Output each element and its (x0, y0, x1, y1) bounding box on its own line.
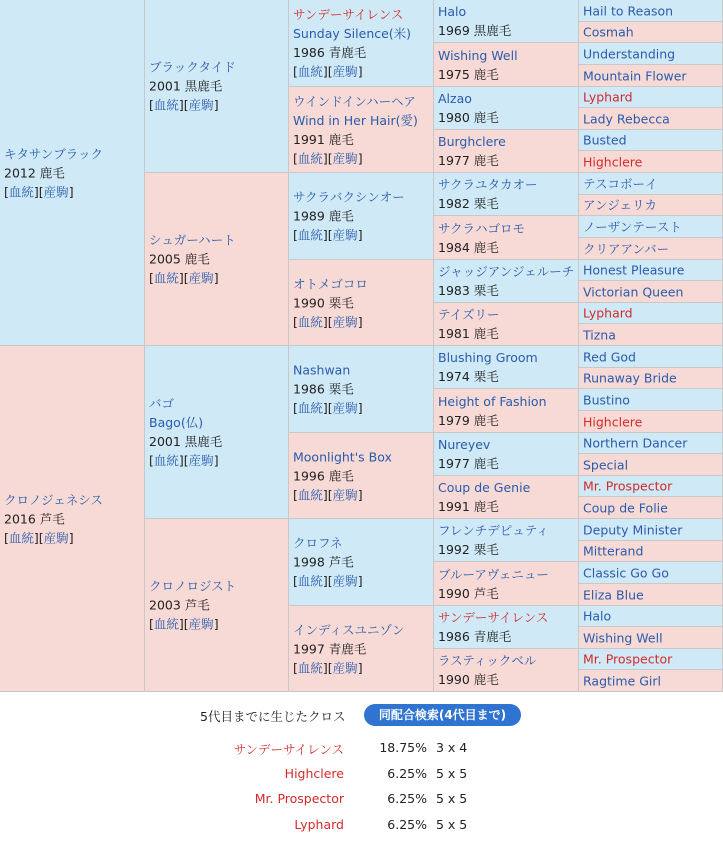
horse-name-link[interactable]: Highclere (583, 154, 643, 169)
horse-name-link[interactable]: クリアアンバー (583, 241, 670, 256)
birth-year-coat: 1989 鹿毛 (293, 208, 354, 224)
horse-name-link[interactable]: Alzao (438, 91, 472, 106)
produce-link[interactable]: 産駒 (332, 150, 358, 166)
birth-year-coat: 2001 黒鹿毛 (149, 78, 223, 94)
horse-name-link[interactable]: Halo (438, 4, 467, 19)
horse-name-link[interactable]: Highclere (583, 414, 643, 429)
horse-name-link[interactable]: テイズリー (438, 307, 500, 322)
horse-name-link[interactable]: Understanding (583, 46, 676, 61)
lineage-link[interactable]: 血統 (297, 64, 323, 79)
produce-link[interactable]: 産駒 (43, 184, 69, 199)
birth-year-coat: 1991 鹿毛 (438, 499, 499, 514)
horse-name-link[interactable]: ラスティックベル (438, 653, 537, 668)
pedigree-cell-gen5 (579, 562, 723, 584)
horse-name-link[interactable]: Mountain Flower (583, 68, 687, 83)
horse-name-link[interactable]: Coup de Genie (438, 480, 531, 495)
lineage-link[interactable]: 血統 (153, 97, 179, 113)
pedigree-cell-gen3 (289, 260, 434, 346)
pedigree-cell-gen4 (434, 0, 579, 43)
pedigree-cell-gen3 (289, 173, 434, 260)
birth-year-coat: 1979 鹿毛 (438, 412, 499, 428)
birth-year-coat: 1974 栗毛 (438, 369, 499, 384)
pedigree-cell-gen5 (579, 454, 723, 476)
pedigree-cell-gen5 (579, 433, 723, 454)
birth-year-coat: 1991 鹿毛 (293, 131, 354, 147)
produce-link[interactable]: 産駒 (332, 573, 358, 589)
horse-name-link[interactable]: ジャッジアンジェルーチ (438, 264, 575, 279)
birth-year-coat: 2001 黒鹿毛 (149, 434, 223, 449)
birth-year-coat: 1982 栗毛 (438, 196, 499, 211)
horse-name-link[interactable]: Victorian Queen (583, 284, 684, 299)
pedigree-cell-gen4 (434, 346, 579, 389)
produce-link[interactable]: 産駒 (332, 487, 358, 502)
birth-year-coat: 1990 栗毛 (293, 295, 354, 310)
lineage-link[interactable]: 血統 (153, 453, 179, 468)
lineage-link[interactable]: 血統 (297, 150, 323, 166)
horse-name-link[interactable]: Coup de Folie (583, 500, 668, 515)
pedigree-cell-gen5 (579, 216, 723, 238)
birth-year-coat: 1990 芦毛 (438, 585, 499, 601)
lineage-link[interactable]: 血統 (297, 573, 323, 589)
horse-name-link[interactable]: Mr. Prospector (583, 478, 673, 494)
horse-name-link[interactable]: Halo (583, 608, 612, 624)
pedigree-cell-gen5 (579, 173, 723, 195)
pedigree-cell-gen5 (579, 281, 723, 303)
pedigree-cell-gen4 (434, 216, 579, 260)
birth-year-coat: 1992 栗毛 (438, 542, 499, 557)
horse-name-link[interactable]: サクラバクシンオー (293, 189, 405, 205)
horse-name-link[interactable]: Classic Go Go (583, 565, 669, 580)
birth-year-coat: 1977 鹿毛 (438, 456, 499, 471)
produce-link[interactable]: 産駒 (188, 270, 214, 286)
cross-horse-link[interactable]: Lyphard (294, 817, 344, 832)
horse-name-link[interactable]: Red God (583, 349, 636, 364)
birth-year-coat: 1986 青鹿毛 (293, 45, 367, 60)
pedigree-cell-gen5 (579, 324, 723, 346)
produce-link[interactable]: 産駒 (332, 400, 358, 416)
horse-name-link[interactable]: Tizna (583, 327, 616, 342)
horse-name-link[interactable]: Ragtime Girl (583, 673, 661, 688)
horse-name-link[interactable]: インディスユニゾン (293, 622, 405, 637)
horse-name-link[interactable]: Wishing Well (583, 630, 663, 645)
lineage-link[interactable]: 血統 (153, 270, 179, 286)
pedigree-cell-gen2 (145, 173, 289, 346)
horse-name-original: Bago(仏) (149, 415, 204, 430)
pedigree-cell-gen5 (579, 260, 723, 281)
pedigree-cell-gen5 (579, 541, 723, 562)
horse-name-link[interactable]: Nureyev (438, 437, 491, 452)
lineage-link[interactable]: 血統 (153, 616, 179, 632)
pedigree-cell-gen5 (579, 670, 723, 692)
horse-name-link[interactable]: Height of Fashion (438, 393, 547, 409)
horse-name-link[interactable]: テスコボーイ (583, 176, 658, 191)
pedigree-cell-gen5 (579, 238, 723, 260)
pedigree-cell-gen5 (579, 649, 723, 670)
birth-year-coat: 1997 青鹿毛 (293, 641, 367, 656)
pedigree-cell-gen5 (579, 87, 723, 108)
pedigree-cell-gen1 (0, 0, 145, 346)
lineage-link[interactable]: 血統 (297, 487, 323, 502)
pedigree-cell-gen5 (579, 368, 723, 389)
produce-link[interactable]: 産駒 (332, 660, 358, 675)
birth-year-coat: 1986 栗毛 (293, 381, 354, 397)
birth-year-coat: 1983 栗毛 (438, 283, 499, 298)
birth-year-coat: 1975 鹿毛 (438, 66, 499, 82)
pedigree-cell-gen4 (434, 649, 579, 692)
pedigree-cell-gen4 (434, 476, 579, 519)
horse-links: [血統][産駒] (149, 97, 219, 113)
horse-name-link[interactable]: Mitterand (583, 543, 644, 559)
pedigree-cell-gen4 (434, 389, 579, 433)
lineage-link[interactable]: 血統 (297, 227, 323, 243)
horse-links: [血統][産駒] (4, 530, 74, 545)
pedigree-cell-gen5 (579, 43, 723, 65)
produce-link[interactable]: 産駒 (188, 453, 214, 468)
birth-year-coat: 1984 鹿毛 (438, 239, 499, 255)
horse-name-link[interactable]: ブルーアヴェニュー (438, 566, 549, 582)
crosses-title: 5代目までに生じたクロス (200, 709, 346, 724)
cross-generations: 5 x 5 (436, 791, 468, 806)
birth-year-coat: 1996 鹿毛 (293, 468, 354, 483)
cross-percent: 6.25% (387, 766, 427, 781)
produce-link[interactable]: 産駒 (43, 530, 69, 545)
inbreeding-crosses-section (0, 692, 723, 847)
horse-name-link[interactable]: ノーザンテースト (583, 219, 682, 234)
birth-year-coat: 2012 鹿毛 (4, 165, 65, 180)
horse-name-link[interactable]: Runaway Bride (583, 370, 677, 386)
pedigree-cell-gen5 (579, 411, 723, 433)
pedigree-cell-gen4 (434, 562, 579, 606)
horse-links: [血統][産駒] (293, 487, 363, 502)
birth-year-coat: 1969 黒鹿毛 (438, 23, 512, 38)
horse-links: [血統][産駒] (149, 453, 219, 468)
horse-name-link[interactable]: フレンチデピュティ (438, 523, 549, 538)
pedigree-cell-gen4 (434, 260, 579, 303)
produce-link[interactable]: 産駒 (332, 314, 358, 329)
horse-name-link[interactable]: Blushing Groom (438, 350, 538, 365)
pedigree-cell-gen5 (579, 497, 723, 519)
birth-year-coat: 1981 鹿毛 (438, 326, 499, 341)
same-mating-search-button[interactable]: 同配合検索(4代目まで) (364, 704, 521, 726)
pedigree-cell-gen4 (434, 43, 579, 87)
pedigree-cell-gen5 (579, 389, 723, 411)
horse-name-link[interactable]: サンデーサイレンス (293, 7, 404, 22)
pedigree-cell-gen5 (579, 627, 723, 649)
pedigree-cell-gen5 (579, 0, 723, 22)
horse-name-link[interactable]: Northern Dancer (583, 435, 688, 451)
horse-name-link[interactable]: Burghclere (438, 134, 506, 149)
horse-name-link[interactable]: Special (583, 457, 629, 472)
pedigree-cell-gen4 (434, 519, 579, 562)
horse-name-link[interactable]: ウインドインハーヘア (293, 93, 416, 109)
pedigree-cell-gen2 (145, 346, 289, 519)
birth-year-coat: 1977 鹿毛 (438, 153, 499, 168)
pedigree-cell-gen2 (145, 519, 289, 692)
cross-row (0, 791, 723, 811)
horse-name-link[interactable]: オトメゴコロ (293, 276, 368, 291)
horse-name-link[interactable]: Lyphard (583, 305, 633, 321)
horse-links: [血統][産駒] (293, 227, 363, 243)
pedigree-cell-gen5 (579, 130, 723, 151)
horse-name-link[interactable]: ブラックタイド (149, 59, 236, 75)
horse-links: [血統][産駒] (293, 150, 363, 166)
horse-name-link[interactable]: Busted (583, 132, 627, 148)
horse-name-link[interactable]: Mr. Prospector (583, 651, 673, 667)
lineage-link[interactable]: 血統 (297, 400, 323, 416)
cross-row (0, 817, 723, 837)
cross-percent: 6.25% (387, 817, 427, 832)
produce-link[interactable]: 産駒 (332, 227, 358, 243)
pedigree-cell-gen2 (145, 0, 289, 173)
pedigree-cell-gen4 (434, 606, 579, 649)
pedigree-cell-gen4 (434, 130, 579, 173)
cross-generations: 3 x 4 (436, 740, 468, 755)
lineage-link[interactable]: 血統 (8, 184, 34, 199)
horse-name-link[interactable]: クロノロジスト (149, 578, 237, 594)
pedigree-cell-gen4 (434, 87, 579, 130)
lineage-link[interactable]: 血統 (8, 530, 34, 545)
horse-name-link[interactable]: Hail to Reason (583, 3, 674, 18)
horse-links: [血統][産駒] (293, 660, 363, 675)
horse-links: [血統][産駒] (293, 64, 363, 79)
lineage-link[interactable]: 血統 (297, 660, 323, 675)
birth-year-coat: 1998 芦毛 (293, 554, 354, 570)
pedigree-cell-gen3 (289, 433, 434, 519)
birth-year-coat: 1980 鹿毛 (438, 110, 499, 125)
horse-name-link[interactable]: Eliza Blue (583, 587, 644, 602)
horse-links: [血統][産駒] (149, 616, 219, 632)
pedigree-cell-gen5 (579, 476, 723, 497)
pedigree-cell-gen4 (434, 173, 579, 216)
horse-links: [血統][産駒] (293, 573, 363, 589)
pedigree-cell-gen5 (579, 195, 723, 216)
horse-links: [血統][産駒] (293, 314, 363, 329)
pedigree-cell-gen3 (289, 0, 434, 87)
horse-name-link[interactable]: Lady Rebecca (583, 111, 670, 126)
horse-links: [血統][産駒] (4, 184, 74, 199)
cross-horse-link[interactable]: Mr. Prospector (254, 791, 344, 806)
horse-name-original: Wind in Her Hair(愛) (293, 112, 418, 128)
horse-name-link[interactable]: クロノジェネシス (4, 492, 103, 507)
birth-year-coat: 2003 芦毛 (149, 597, 210, 613)
cross-percent: 18.75% (379, 740, 427, 755)
horse-name-link[interactable]: Nashwan (293, 362, 351, 378)
pedigree-cell-gen5 (579, 606, 723, 627)
horse-name-link[interactable]: バゴ (149, 396, 175, 411)
cross-generations: 5 x 5 (436, 817, 468, 832)
horse-name-original: Sunday Silence(米) (293, 26, 412, 41)
pedigree-cell-gen5 (579, 22, 723, 43)
cross-generations: 5 x 5 (436, 766, 468, 781)
horse-links: [血統][産駒] (149, 270, 219, 286)
produce-link[interactable]: 産駒 (188, 97, 214, 113)
pedigree-cell-gen1 (0, 346, 145, 692)
horse-name-link[interactable]: アンジェリカ (583, 197, 657, 213)
horse-links: [血統][産駒] (293, 400, 363, 416)
horse-name-link[interactable]: Deputy Minister (583, 522, 683, 537)
pedigree-cell-gen3 (289, 87, 434, 173)
birth-year-coat: 1990 鹿毛 (438, 672, 499, 687)
pedigree-cell-gen5 (579, 108, 723, 130)
pedigree-cell-gen5 (579, 519, 723, 541)
horse-name-link[interactable]: Honest Pleasure (583, 262, 685, 278)
horse-name-link[interactable]: キタサンブラック (4, 146, 104, 161)
horse-name-link[interactable]: Lyphard (583, 89, 633, 105)
horse-name-link[interactable]: Moonlight's Box (293, 449, 392, 464)
horse-name-link[interactable]: サンデーサイレンス (438, 610, 549, 625)
birth-year-coat: 2005 鹿毛 (149, 251, 210, 267)
lineage-link[interactable]: 血統 (297, 314, 323, 329)
cross-horse-link[interactable]: サンデーサイレンス (233, 742, 344, 757)
produce-link[interactable]: 産駒 (188, 616, 214, 632)
pedigree-cell-gen5 (579, 303, 723, 324)
pedigree-cell-gen5 (579, 65, 723, 87)
horse-name-link[interactable]: Wishing Well (438, 47, 518, 63)
pedigree-cell-gen5 (579, 151, 723, 173)
cross-horse-link[interactable]: Highclere (284, 766, 344, 781)
cross-row (0, 766, 723, 786)
pedigree-cell-gen5 (579, 584, 723, 606)
pedigree-cell-gen3 (289, 519, 434, 606)
pedigree-cell-gen5 (579, 346, 723, 368)
cross-row (0, 740, 723, 760)
pedigree-cell-gen3 (289, 606, 434, 692)
horse-name-link[interactable]: Bustino (583, 392, 630, 407)
horse-name-link[interactable]: クロフネ (293, 535, 343, 551)
pedigree-cell-gen4 (434, 303, 579, 346)
horse-name-link[interactable]: サクラユタカオー (438, 177, 538, 192)
horse-name-link[interactable]: サクラハゴロモ (438, 220, 526, 236)
horse-name-link[interactable]: シュガーハート (149, 232, 236, 248)
pedigree-cell-gen4 (434, 433, 579, 476)
birth-year-coat: 1986 青鹿毛 (438, 629, 512, 644)
cross-percent: 6.25% (387, 791, 427, 806)
produce-link[interactable]: 産駒 (332, 64, 358, 79)
birth-year-coat: 2016 芦毛 (4, 511, 65, 526)
horse-name-link[interactable]: Cosmah (583, 24, 634, 40)
pedigree-cell-gen3 (289, 346, 434, 433)
